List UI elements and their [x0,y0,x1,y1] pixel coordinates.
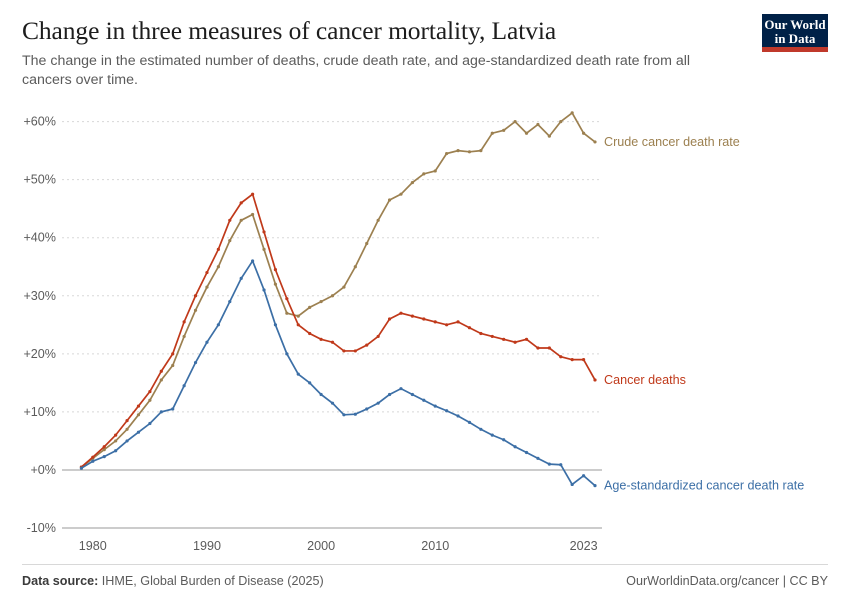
gridlines [62,122,602,528]
data-point [342,349,345,352]
page-title: Change in three measures of cancer mortality, Latvia [22,16,557,45]
data-point [377,402,380,405]
data-point [319,338,322,341]
data-point [593,484,596,487]
data-point [183,335,186,338]
data-point [205,271,208,274]
data-point [285,297,288,300]
data-point [388,317,391,320]
data-point [399,387,402,390]
y-tick-label: +50% [23,172,56,187]
data-point [491,132,494,135]
data-point [251,213,254,216]
data-point [297,373,300,376]
data-point [262,248,265,251]
data-point [548,346,551,349]
data-point [262,230,265,233]
data-point [160,410,163,413]
data-point [582,358,585,361]
line-chart[interactable] [0,96,850,556]
data-point [171,407,174,410]
data-point [91,456,94,459]
data-point [434,404,437,407]
x-tick-label: 1990 [192,539,221,553]
data-point [171,352,174,355]
footer-source [22,574,324,588]
data-point [148,422,151,425]
data-point [160,370,163,373]
y-tick-label: +60% [23,114,56,129]
data-point [479,332,482,335]
data-point [445,152,448,155]
data-point [342,285,345,288]
data-point [445,323,448,326]
data-point [479,428,482,431]
data-point [582,474,585,477]
data-point [536,457,539,460]
data-point [137,404,140,407]
footer-source-label: Data source: [22,574,99,588]
footer-source-value: IHME, Global Burden of Disease (2025) [101,574,324,588]
series-labels [604,135,804,493]
data-point [571,111,574,114]
data-point [308,306,311,309]
data-point [399,312,402,315]
data-point [502,338,505,341]
data-point [125,439,128,442]
data-point [365,407,368,410]
data-point [354,265,357,268]
data-point [582,132,585,135]
data-point [536,123,539,126]
y-tick-label: -10% [26,521,56,535]
data-point [148,399,151,402]
data-point [456,149,459,152]
y-tick-label: +30% [23,288,56,303]
data-point [536,346,539,349]
series-label-0[interactable]: Crude cancer death rate [604,134,740,149]
data-point [148,390,151,393]
data-point [274,323,277,326]
data-point [103,455,106,458]
data-point [479,149,482,152]
data-point [194,309,197,312]
owid-logo-line2: in Data [774,31,816,46]
data-point [319,300,322,303]
data-point [240,277,243,280]
data-point [491,434,494,437]
data-point [114,434,117,437]
data-point [456,414,459,417]
data-point [205,341,208,344]
data-point [228,300,231,303]
data-point [125,419,128,422]
data-point [308,381,311,384]
data-point [183,320,186,323]
data-point [251,259,254,262]
data-point [514,341,517,344]
data-point [297,323,300,326]
data-point [365,344,368,347]
data-point [502,129,505,132]
series-line-1[interactable] [81,194,595,467]
data-point [205,285,208,288]
data-point [354,349,357,352]
y-tick-label: +20% [23,346,56,361]
data-point [331,294,334,297]
data-point [559,355,562,358]
data-point [297,314,300,317]
footer [22,564,828,588]
data-point [571,483,574,486]
data-point [525,132,528,135]
data-point [308,332,311,335]
data-point [559,120,562,123]
data-point [411,314,414,317]
data-point [285,312,288,315]
data-point [456,320,459,323]
data-point [91,460,94,463]
data-point [274,283,277,286]
data-point [468,326,471,329]
data-point [217,248,220,251]
y-tick-label: +10% [23,404,56,419]
data-point [114,449,117,452]
data-point [125,428,128,431]
data-point [331,402,334,405]
x-tick-label: 2010 [421,539,450,553]
data-point [217,323,220,326]
x-tick-label: 1980 [78,539,107,553]
data-point [468,421,471,424]
data-point [342,413,345,416]
y-tick-label: +40% [23,230,56,245]
owid-logo-line1: Our World [764,17,826,32]
data-point [274,268,277,271]
data-point [411,393,414,396]
data-point [103,445,106,448]
data-point [319,393,322,396]
data-point [137,413,140,416]
footer-link[interactable]: OurWorldinData.org/cancer | CC BY [626,574,828,588]
data-point [548,135,551,138]
data-point [183,384,186,387]
data-point [559,463,562,466]
data-point [525,451,528,454]
data-point [331,341,334,344]
data-point [114,439,117,442]
data-point [377,335,380,338]
data-point [502,438,505,441]
data-point [491,335,494,338]
data-point [388,198,391,201]
data-point [422,172,425,175]
data-point [217,265,220,268]
page-subtitle: The change in the estimated number of deaths, crude death rate, and age-standardized death rate from all cancers over time. [22,53,691,89]
chart-svg [0,96,850,556]
data-point [251,193,254,196]
data-point [262,288,265,291]
data-point [285,352,288,355]
data-point [593,140,596,143]
data-point [80,467,83,470]
data-point [240,201,243,204]
data-point [445,409,448,412]
series-line-2[interactable] [81,261,595,486]
data-point [194,294,197,297]
y-tick-label: +0% [30,462,56,477]
data-point [411,181,414,184]
data-point [160,378,163,381]
data-point [514,120,517,123]
series-label-1[interactable]: Cancer deaths [604,372,686,387]
data-point [434,169,437,172]
x-axis-tick-labels [79,539,598,553]
y-axis-tick-labels [23,115,56,535]
owid-logo[interactable] [762,14,828,52]
data-point [388,393,391,396]
data-point [194,361,197,364]
data-point [171,364,174,367]
data-point [422,317,425,320]
data-point [399,193,402,196]
data-point [514,445,517,448]
data-point [422,399,425,402]
series-lines [80,111,597,487]
x-tick-label: 2023 [569,539,598,553]
data-point [525,338,528,341]
data-point [571,358,574,361]
data-point [468,150,471,153]
data-point [137,431,140,434]
data-point [434,320,437,323]
data-point [593,378,596,381]
x-tick-label: 2000 [307,539,336,553]
data-point [548,463,551,466]
data-point [377,219,380,222]
data-point [354,413,357,416]
data-point [365,242,368,245]
data-point [228,239,231,242]
data-point [228,219,231,222]
series-label-2[interactable]: Age-standardized cancer death rate [604,478,805,493]
data-point [240,219,243,222]
